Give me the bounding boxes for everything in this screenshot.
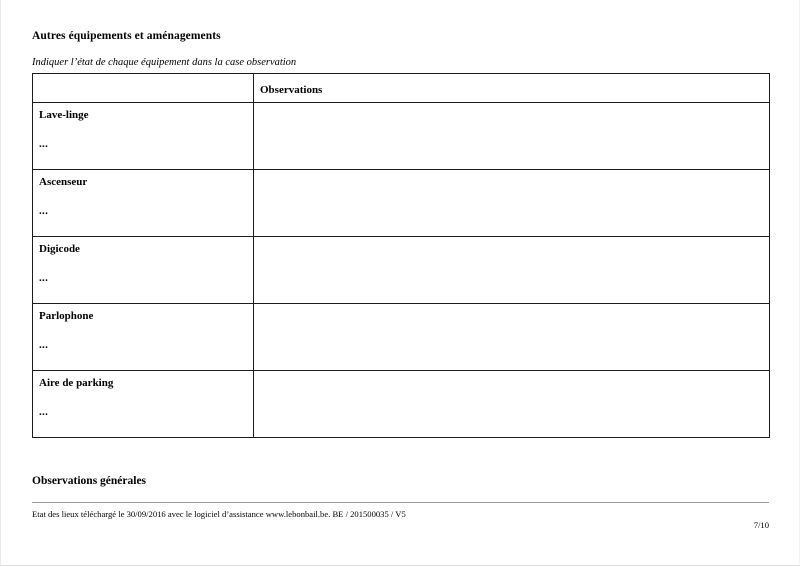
observation-cell[interactable]	[254, 103, 770, 170]
table-row	[33, 371, 770, 438]
observation-cell[interactable]	[254, 170, 770, 237]
equipment-label: Lave-linge	[39, 109, 89, 121]
footer-text: Etat des lieux téléchargé le 30/09/2016 avec le logiciel d’assistance www.lebonbail.be. BE / 201500035 / V5	[32, 509, 406, 519]
equipment-label-cell	[33, 170, 254, 237]
equipment-value: ...	[39, 205, 49, 218]
equipment-value: ...	[39, 272, 49, 285]
equipment-label-cell	[33, 304, 254, 371]
table-header-label-column	[33, 74, 254, 103]
page-number: 7/10	[753, 520, 769, 530]
observation-cell[interactable]	[254, 304, 770, 371]
table-row	[33, 304, 770, 371]
observation-cell[interactable]	[254, 371, 770, 438]
equipment-label-cell	[33, 103, 254, 170]
equipment-value: ...	[39, 138, 49, 151]
table-body	[33, 103, 770, 438]
section-title: Autres équipements et aménagements	[32, 30, 221, 42]
table-header-observations-column	[254, 74, 770, 103]
observation-value	[260, 310, 763, 320]
table-row	[33, 237, 770, 304]
equipment-label: Parlophone	[39, 310, 94, 322]
section-subtitle: Indiquer l’état de chaque équipement dans la case observation	[32, 56, 297, 68]
equipment-value: ...	[39, 339, 49, 352]
table-header-observations-text: Observations	[260, 84, 323, 96]
observation-value	[260, 377, 763, 387]
equipment-label: Digicode	[39, 243, 80, 255]
footer-divider	[32, 502, 769, 503]
observation-value	[260, 109, 763, 119]
table-row	[33, 103, 770, 170]
equipment-label: Ascenseur	[39, 176, 88, 188]
observation-value	[260, 176, 763, 186]
observation-cell[interactable]	[254, 237, 770, 304]
equipment-label-cell	[33, 371, 254, 438]
equipment-value: ...	[39, 406, 49, 419]
equipment-label-cell	[33, 237, 254, 304]
table-row	[33, 170, 770, 237]
general-observations-title: Observations générales	[32, 475, 147, 487]
equipment-table	[32, 73, 770, 438]
table-header-row	[33, 74, 770, 103]
observation-value	[260, 243, 763, 253]
equipment-label: Aire de parking	[39, 377, 114, 389]
page-header-block	[32, 30, 769, 69]
